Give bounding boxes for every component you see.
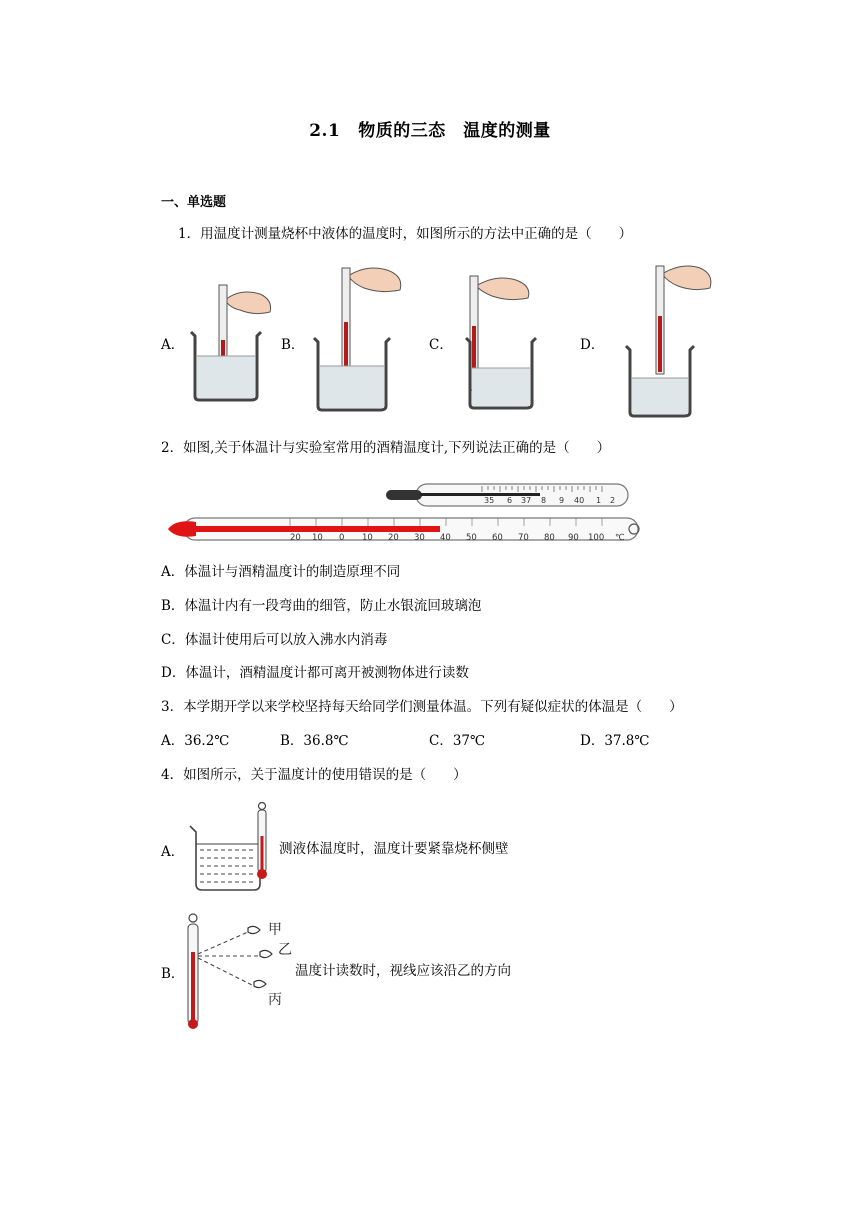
question-4-stem: 4．如图所示，关于温度计的使用错误的是（ ） bbox=[161, 767, 467, 783]
q4-option-a-text: 测液体温度时，温度计要紧靠烧杯侧壁 bbox=[279, 841, 509, 857]
clinical-tick-label: 2 bbox=[610, 496, 616, 505]
clinical-tick-label: 40 bbox=[574, 496, 585, 505]
question-3-stem: 3．本学期开学以来学校坚持每天给同学们测量体温。下列有疑似症状的体温是（ ） bbox=[161, 699, 683, 715]
q1-image-a bbox=[185, 280, 280, 405]
lab-tick-label: 0 bbox=[339, 533, 345, 543]
q4-option-a-label: A． bbox=[161, 844, 185, 860]
clinical-tick-label: 6 bbox=[507, 496, 513, 505]
q2-option-d: D．体温计，酒精温度计都可离开被测物体进行读数 bbox=[161, 665, 469, 681]
title-number: 2.1 bbox=[309, 121, 341, 141]
eye-label-yi: 乙 bbox=[278, 942, 292, 958]
lab-tick-label: 20 bbox=[290, 533, 301, 543]
eye-icon bbox=[248, 926, 260, 933]
lab-unit-label: ℃ bbox=[615, 533, 625, 543]
q1-image-b bbox=[312, 262, 422, 417]
q4-option-b-text: 温度计读数时，视线应该沿乙的方向 bbox=[295, 963, 511, 979]
q3-option-c: C．37℃ bbox=[429, 733, 486, 749]
section-heading: 一、单选题 bbox=[161, 195, 227, 210]
q1-option-a-label: A． bbox=[161, 337, 185, 353]
eye-icon bbox=[260, 950, 272, 957]
q1-option-b-label: B． bbox=[281, 337, 305, 353]
page-title bbox=[0, 116, 860, 141]
q4-image-a bbox=[188, 800, 278, 894]
q1-image-c bbox=[462, 268, 562, 413]
clinical-tick-label: 35 bbox=[484, 496, 495, 505]
q3-option-d: D．37.8℃ bbox=[580, 733, 650, 749]
lab-tick-label: 90 bbox=[568, 533, 579, 543]
clinical-tick-label: 1 bbox=[596, 496, 602, 505]
q1-image-d bbox=[624, 262, 724, 420]
lab-tick-label: 100 bbox=[588, 533, 605, 543]
question-2-stem: 2．如图,关于体温计与实验室常用的酒精温度计,下列说法正确的是（ ） bbox=[161, 440, 611, 456]
clinical-tick-label: 37 bbox=[521, 496, 532, 505]
question-1-stem: 1．用温度计测量烧杯中液体的温度时，如图所示的方法中正确的是（ ） bbox=[178, 226, 633, 242]
clinical-tick-label: 8 bbox=[541, 496, 547, 505]
lab-tick-label: 30 bbox=[414, 533, 425, 543]
eye-label-jia: 甲 bbox=[268, 922, 282, 938]
q3-option-a: A．36.2℃ bbox=[161, 733, 230, 749]
q2-option-b: B．体温计内有一段弯曲的细管，防止水银流回玻璃泡 bbox=[161, 598, 482, 614]
lab-tick-label: 40 bbox=[440, 533, 451, 543]
lab-tick-label: 10 bbox=[362, 533, 373, 543]
q2-option-a: A．体温计与酒精温度计的制造原理不同 bbox=[161, 564, 401, 580]
clinical-thermometer bbox=[384, 482, 634, 508]
lab-tick-label: 10 bbox=[312, 533, 323, 543]
q1-option-c-label: C． bbox=[429, 337, 453, 353]
q1-option-d-label: D． bbox=[580, 337, 605, 353]
lab-tick-label: 50 bbox=[466, 533, 477, 543]
clinical-tick-label: 9 bbox=[559, 496, 565, 505]
title-text: 物质的三态 温度的测量 bbox=[358, 121, 551, 141]
q4-image-b bbox=[182, 912, 294, 1032]
eye-icon bbox=[254, 980, 266, 987]
lab-thermometer bbox=[166, 514, 644, 544]
lab-tick-label: 20 bbox=[388, 533, 399, 543]
q4-option-b-label: B． bbox=[161, 966, 185, 982]
lab-tick-label: 70 bbox=[518, 533, 529, 543]
eye-label-bing: 丙 bbox=[268, 992, 282, 1008]
lab-tick-label: 80 bbox=[544, 533, 555, 543]
lab-tick-label: 60 bbox=[492, 533, 503, 543]
q3-option-b: B．36.8℃ bbox=[280, 733, 349, 749]
q2-option-c: C．体温计使用后可以放入沸水内消毒 bbox=[161, 632, 388, 648]
